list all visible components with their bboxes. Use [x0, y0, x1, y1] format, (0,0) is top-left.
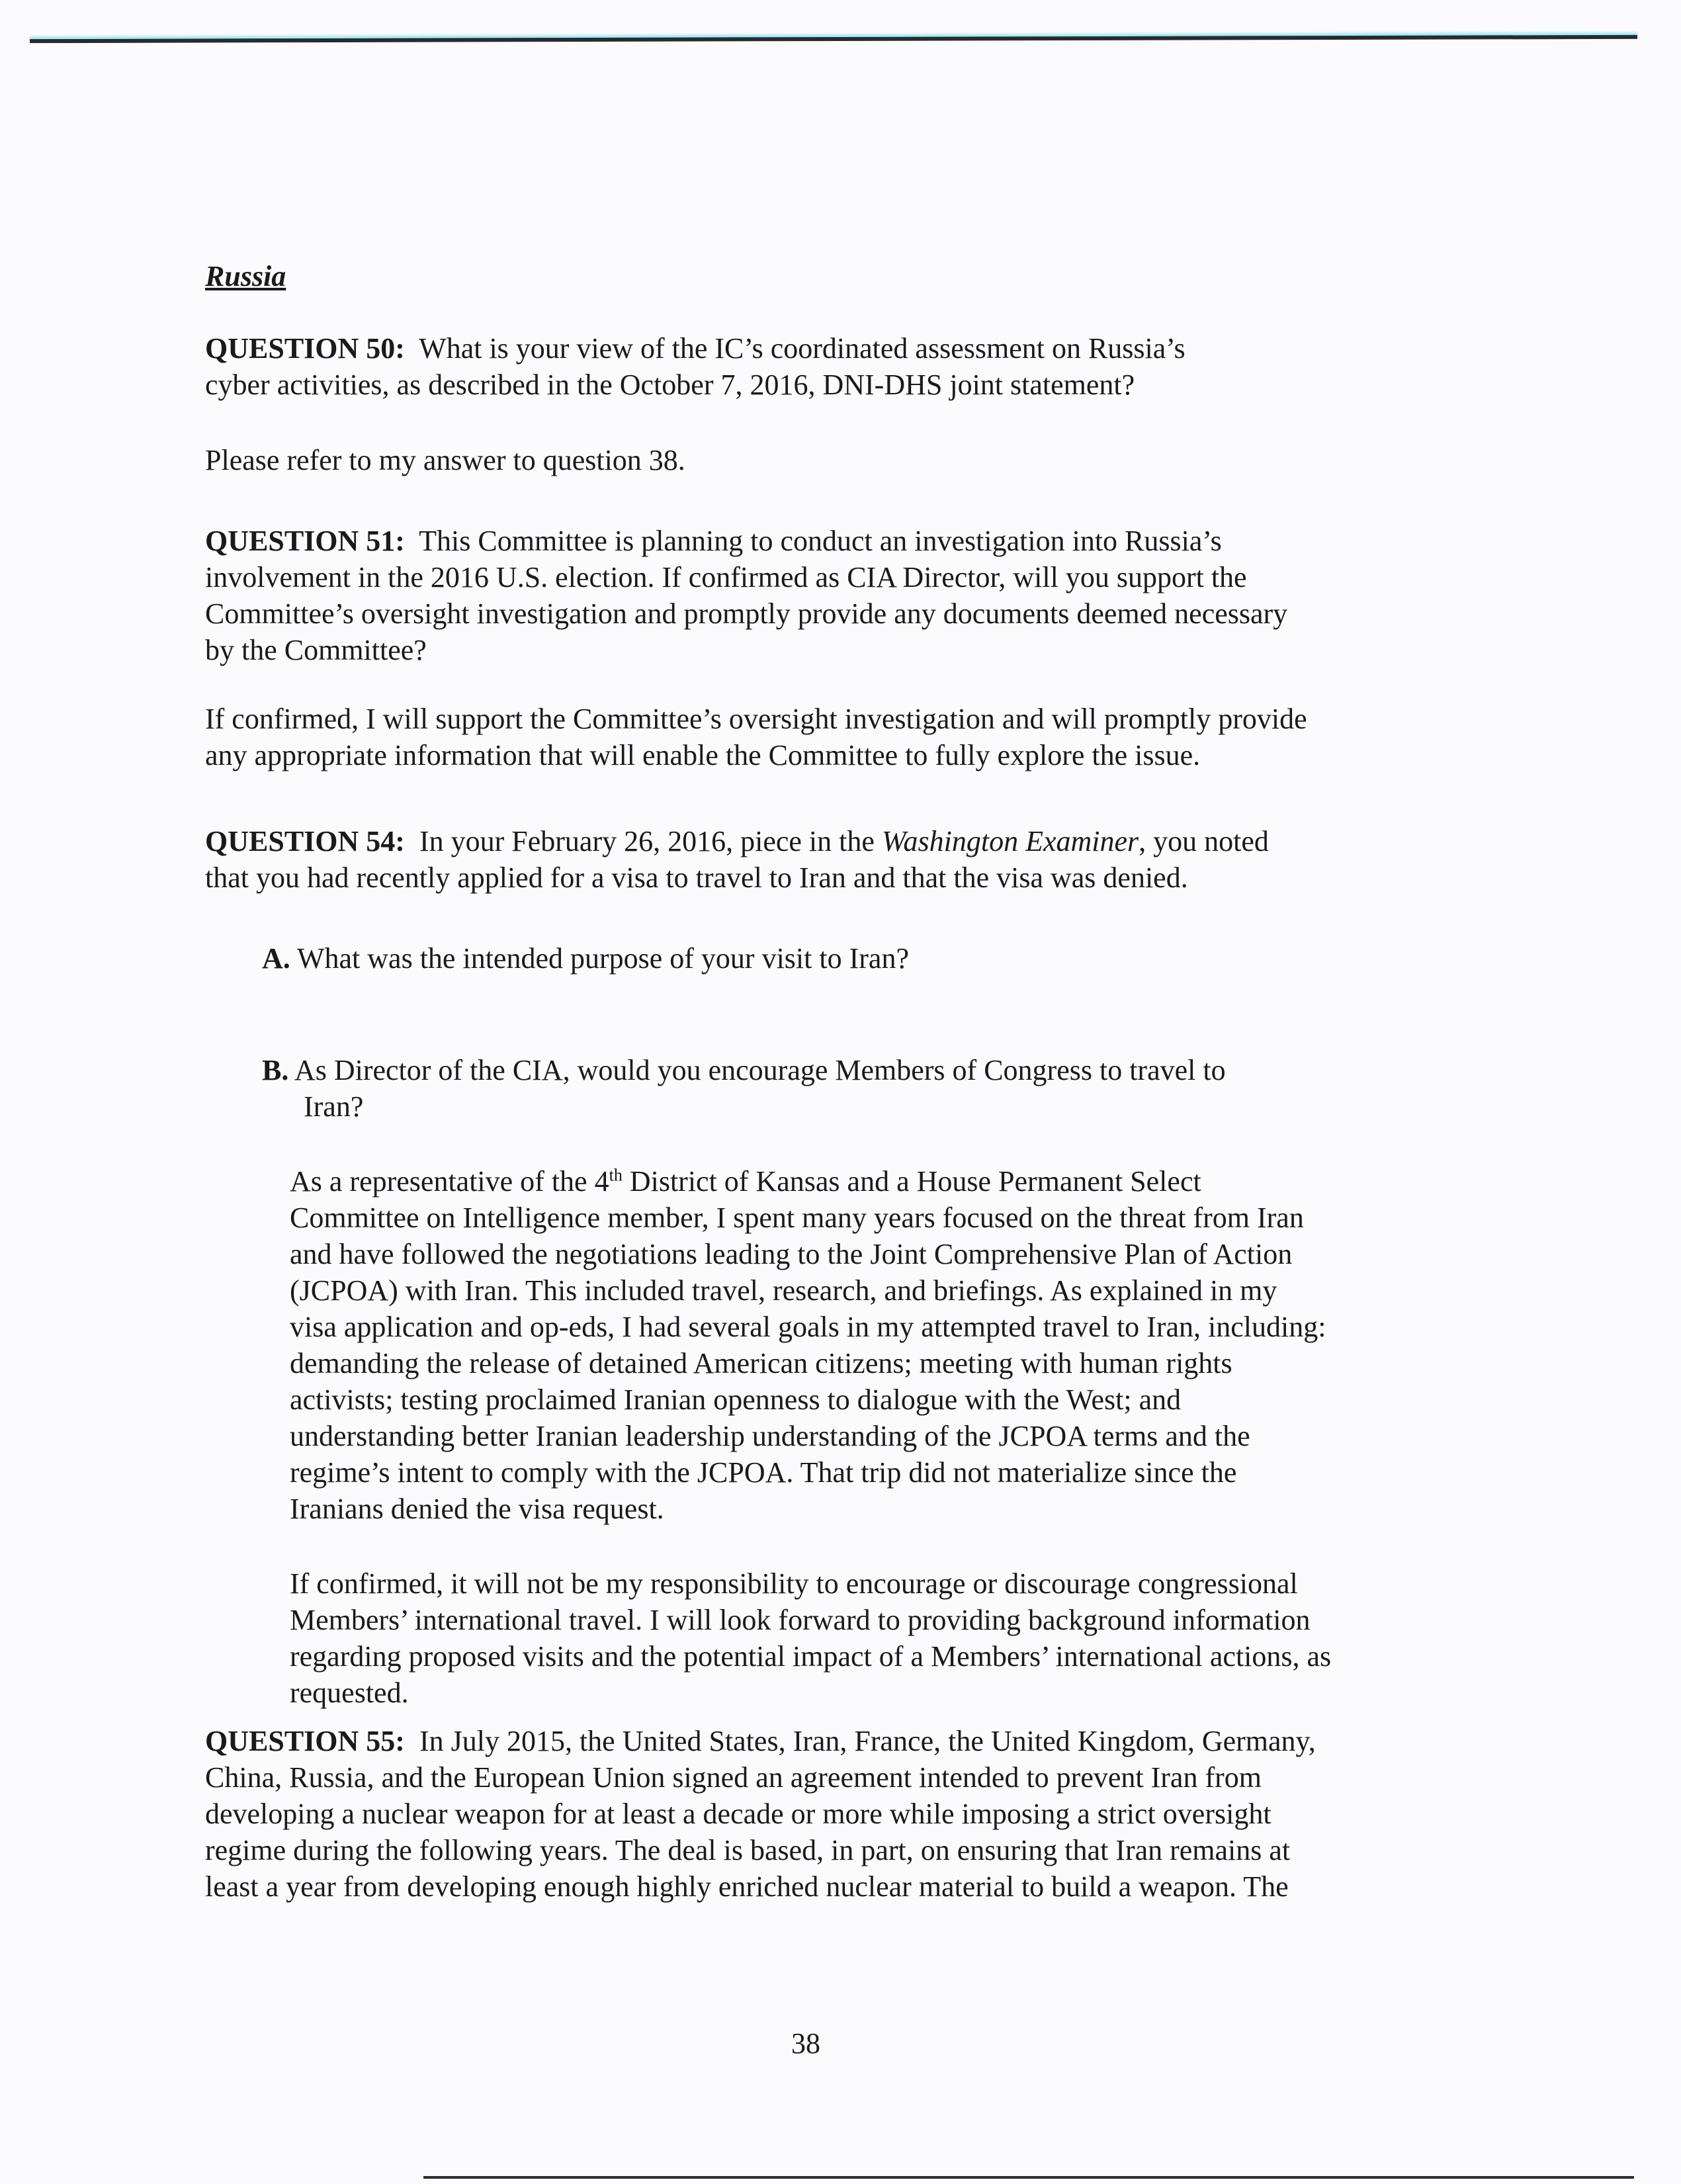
question-54-part-b — [262, 1052, 1226, 1125]
question-label: QUESTION 50: — [205, 332, 405, 365]
question-50 — [205, 330, 1185, 403]
answer-text: visa application and op-eds, I had several goals in my attempted travel to Iran, including: — [290, 1311, 1326, 1343]
question-54 — [205, 823, 1269, 896]
question-text: China, Russia, and the European Union signed an agreement intended to prevent Iran from — [205, 1761, 1262, 1794]
answer-text: As a representative of the 4 — [290, 1165, 609, 1198]
question-text: This Committee is planning to conduct an investigation into Russia’s — [419, 525, 1222, 557]
answer-text: activists; testing proclaimed Iranian openness to dialogue with the West; and — [290, 1383, 1182, 1416]
item-label: B. — [262, 1054, 289, 1086]
question-label: QUESTION 51: — [205, 525, 405, 557]
question-51 — [205, 523, 1287, 668]
question-label: QUESTION 54: — [205, 825, 405, 857]
item-label: A. — [262, 942, 290, 975]
answer-text: regarding proposed visits and the potential impact of a Members’ international actions, as — [290, 1640, 1332, 1673]
answer-text: regime’s intent to comply with the JCPOA. That trip did not materialize since the — [290, 1456, 1237, 1489]
answer-text: and have followed the negotiations leading to the Joint Comprehensive Plan of Action — [290, 1238, 1293, 1270]
question-text: that you had recently applied for a visa to travel to Iran and that the visa was denied. — [205, 861, 1188, 894]
question-text: In July 2015, the United States, Iran, France, the United Kingdom, Germany, — [419, 1725, 1316, 1757]
answer-text: understanding better Iranian leadership understanding of the JCPOA terms and the — [290, 1420, 1250, 1452]
question-text: involvement in the 2016 U.S. election. If confirmed as CIA Director, will you support the — [205, 561, 1247, 593]
section-heading: Russia — [205, 260, 286, 292]
answer-text: demanding the release of detained American citizens; meeting with human rights — [290, 1347, 1232, 1379]
question-text: cyber activities, as described in the October 7, 2016, DNI-DHS joint statement? — [205, 369, 1135, 401]
answer-text: If confirmed, it will not be my responsibility to encourage or discourage congressional — [290, 1567, 1298, 1600]
item-text: What was the intended purpose of your visit to Iran? — [297, 942, 909, 975]
ordinal-suffix: th — [609, 1165, 623, 1185]
answer-54-paragraph-1 — [290, 1163, 1326, 1527]
question-text: developing a nuclear weapon for at least a decade or more while imposing a strict oversight — [205, 1798, 1272, 1830]
question-text: regime during the following years. The deal is based, in part, on ensuring that Iran remains at — [205, 1834, 1291, 1866]
question-text: by the Committee? — [205, 634, 427, 666]
question-text: In your February 26, 2016, piece in the — [419, 825, 882, 857]
answer-text: requested. — [290, 1677, 409, 1709]
answer-text: Committee on Intelligence member, I spent many years focused on the threat from Iran — [290, 1201, 1304, 1234]
answer-51 — [205, 701, 1307, 773]
page-number: 38 — [791, 2027, 820, 2060]
item-text: As Director of the CIA, would you encourage Members of Congress to travel to — [294, 1054, 1226, 1086]
answer-50: Please refer to my answer to question 38. — [205, 444, 685, 476]
publication-title: Washington Examiner — [881, 825, 1139, 857]
question-54-part-a — [262, 940, 909, 977]
question-text: What is your view of the IC’s coordinated assessment on Russia’s — [419, 332, 1185, 365]
question-text: , you noted — [1139, 825, 1269, 857]
question-label: QUESTION 55: — [205, 1725, 405, 1757]
item-text: Iran? — [304, 1090, 364, 1123]
question-text: least a year from developing enough highly enriched nuclear material to build a weapon. The — [205, 1870, 1289, 1903]
answer-text: District of Kansas and a House Permanent Select — [622, 1165, 1201, 1198]
scan-bottom-rule — [423, 2176, 1634, 2179]
answer-text: any appropriate information that will enable the Committee to fully explore the issue. — [205, 739, 1201, 771]
answer-54-paragraph-2 — [290, 1565, 1331, 1711]
answer-text: If confirmed, I will support the Committee’s oversight investigation and will promptly provide — [205, 703, 1307, 735]
scan-top-rule — [30, 35, 1637, 43]
question-text: Committee’s oversight investigation and promptly provide any documents deemed necessary — [205, 597, 1288, 630]
answer-text: Members’ international travel. I will look forward to providing background information — [290, 1604, 1311, 1636]
question-55 — [205, 1723, 1316, 1905]
answer-text: (JCPOA) with Iran. This included travel, research, and briefings. As explained in my — [290, 1274, 1277, 1307]
answer-text: Iranians denied the visa request. — [290, 1493, 664, 1525]
